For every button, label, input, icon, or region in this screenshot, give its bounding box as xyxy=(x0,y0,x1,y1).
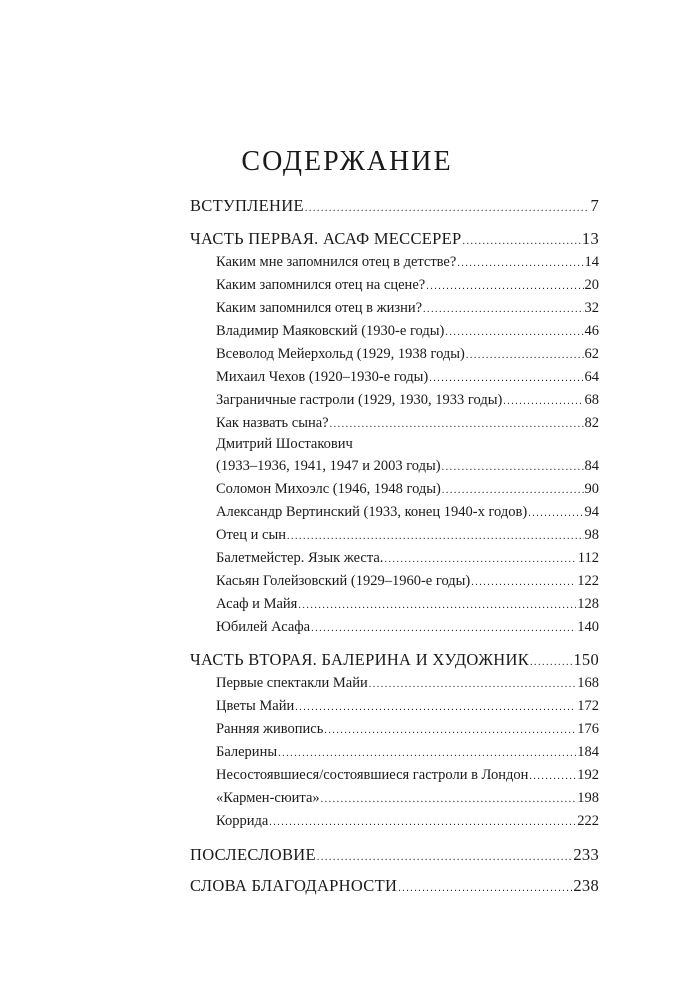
toc-entry[interactable] xyxy=(190,196,599,220)
toc-entry-title: Балетмейстер. Язык жеста. xyxy=(216,550,384,566)
toc-entry[interactable] xyxy=(216,300,599,322)
toc-page-number: 150 xyxy=(573,650,599,669)
toc-page-number: 233 xyxy=(573,845,599,864)
toc-entry-title: Коррида xyxy=(216,813,269,829)
toc-entry[interactable] xyxy=(216,813,599,835)
toc-entry[interactable] xyxy=(190,650,599,674)
toc-page-number: 238 xyxy=(573,876,599,895)
toc-page-number: 84 xyxy=(584,458,599,474)
toc-leader xyxy=(503,396,583,407)
toc-entry[interactable] xyxy=(216,767,599,789)
toc-entry[interactable] xyxy=(190,845,599,869)
toc-entry[interactable] xyxy=(216,346,599,368)
toc-leader xyxy=(269,817,576,828)
toc-entry-title: Каким мне запомнился отец в детстве? xyxy=(216,254,457,270)
toc-page-number: 90 xyxy=(584,481,599,497)
toc-leader xyxy=(530,657,572,668)
toc-entry[interactable] xyxy=(216,458,599,480)
toc-entry[interactable] xyxy=(216,550,599,572)
toc-entry-title-line: Дмитрий Шостакович xyxy=(216,436,353,452)
toc-page-number: 168 xyxy=(577,675,599,691)
toc-leader xyxy=(423,304,583,315)
toc-leader xyxy=(429,373,583,384)
toc-leader xyxy=(442,462,584,473)
toc-entry-title: Касьян Голейзовский (1929–1960-е годы) xyxy=(216,573,471,589)
toc-page-number: 46 xyxy=(584,323,599,339)
toc-entry[interactable] xyxy=(216,254,599,276)
toc-entry-title: Цветы Майи xyxy=(216,698,295,714)
toc-page-number: 32 xyxy=(584,300,599,316)
page-title: СОДЕРЖАНИЕ xyxy=(241,146,453,177)
toc-leader xyxy=(457,258,583,269)
toc-entry-title: Асаф и Майя xyxy=(216,596,298,612)
toc-entry[interactable] xyxy=(190,229,599,253)
toc-leader xyxy=(278,748,576,759)
toc-leader xyxy=(471,577,576,588)
toc-entry[interactable] xyxy=(216,698,599,720)
toc-entry-title: «Кармен-сюита» xyxy=(216,790,320,806)
toc-page-number: 7 xyxy=(590,196,599,215)
toc-entry[interactable] xyxy=(216,504,599,526)
toc-page-number: 140 xyxy=(577,619,599,635)
toc-entry[interactable] xyxy=(216,527,599,549)
toc-page-number: 82 xyxy=(584,415,599,431)
toc-entry[interactable] xyxy=(216,675,599,697)
toc-entry-title: Ранняя живопись xyxy=(216,721,324,737)
toc-entry[interactable] xyxy=(216,619,599,641)
toc-leader xyxy=(287,531,584,542)
toc-entry-title: Александр Вертинский (1933, конец 1940-х годов) xyxy=(216,504,528,520)
toc-entry-title: ЧАСТЬ ВТОРАЯ. БАЛЕРИНА И ХУДОЖНИК xyxy=(190,650,530,669)
toc-page-number: 112 xyxy=(577,550,599,566)
toc-leader xyxy=(398,883,572,894)
toc-entry[interactable] xyxy=(216,596,599,618)
toc-leader xyxy=(442,485,584,496)
toc-page-number: 98 xyxy=(584,527,599,543)
toc-page-number: 192 xyxy=(577,767,599,783)
toc-leader xyxy=(324,725,576,736)
toc-leader xyxy=(426,281,583,292)
toc-page-number: 13 xyxy=(581,229,599,248)
toc-entry[interactable] xyxy=(216,323,599,345)
toc-leader xyxy=(529,771,576,782)
toc-entry-title: Заграничные гастроли (1929, 1930, 1933 годы) xyxy=(216,392,503,408)
toc-leader xyxy=(298,600,576,611)
toc-entry-title: Отец и сын xyxy=(216,527,286,543)
toc-leader xyxy=(445,327,583,338)
toc-entry[interactable] xyxy=(216,481,599,503)
toc-page-number: 176 xyxy=(577,721,599,737)
toc-entry-title: Всеволод Мейерхольд (1929, 1938 годы) xyxy=(216,346,465,362)
toc-leader xyxy=(317,852,572,863)
toc-leader xyxy=(466,350,584,361)
toc-leader xyxy=(528,508,583,519)
toc-page-number: 198 xyxy=(577,790,599,806)
toc-entry[interactable] xyxy=(216,721,599,743)
toc-entry-title: Несостоявшиеся/состоявшиеся гастроли в Лондон xyxy=(216,767,529,783)
toc-entry[interactable] xyxy=(216,392,599,414)
toc-entry[interactable] xyxy=(216,744,599,766)
toc-entry[interactable] xyxy=(216,790,599,812)
toc-page-number: 14 xyxy=(584,254,599,270)
toc-entry[interactable] xyxy=(216,573,599,595)
toc-page-number: 68 xyxy=(584,392,599,408)
toc-entry[interactable] xyxy=(216,415,599,437)
toc-leader xyxy=(295,702,576,713)
toc-entry-title: (1933–1936, 1941, 1947 и 2003 годы) xyxy=(216,458,441,474)
toc-page-number: 94 xyxy=(584,504,599,520)
toc-page-number: 184 xyxy=(577,744,599,760)
toc-page-number: 62 xyxy=(584,346,599,362)
toc-entry[interactable] xyxy=(216,369,599,391)
toc-leader xyxy=(463,236,581,247)
toc-leader xyxy=(305,203,590,214)
toc-entry-title: Юбилей Асафа xyxy=(216,619,311,635)
toc-leader xyxy=(384,554,576,565)
toc-page-number: 172 xyxy=(577,698,599,714)
toc-page-number: 128 xyxy=(577,596,599,612)
toc-entry-title: ВСТУПЛЕНИЕ xyxy=(190,196,304,215)
toc-page-number: 64 xyxy=(584,369,599,385)
toc-entry-title: СЛОВА БЛАГОДАРНОСТИ xyxy=(190,876,398,895)
toc-entry[interactable] xyxy=(190,876,599,900)
toc-leader xyxy=(369,679,576,690)
toc-entry-title: ЧАСТЬ ПЕРВАЯ. АСАФ МЕССЕРЕР xyxy=(190,229,462,248)
toc-entry-title: Балерины xyxy=(216,744,278,760)
toc-entry-title: Владимир Маяковский (1930-е годы) xyxy=(216,323,445,339)
toc-entry-title: Каким запомнился отец на сцене? xyxy=(216,277,426,293)
toc-entry-title: Соломон Михоэлс (1946, 1948 годы) xyxy=(216,481,441,497)
toc-leader xyxy=(311,623,576,634)
toc-page-number: 222 xyxy=(577,813,599,829)
toc-entry[interactable] xyxy=(216,277,599,299)
toc-entry-title: Первые спектакли Майи xyxy=(216,675,368,691)
toc-page-number: 20 xyxy=(584,277,599,293)
toc-leader xyxy=(330,419,584,430)
toc-entry-title: Каким запомнился отец в жизни? xyxy=(216,300,423,316)
toc-entry-title: Михаил Чехов (1920–1930-е годы) xyxy=(216,369,429,385)
toc-entry-title: ПОСЛЕСЛОВИЕ xyxy=(190,845,316,864)
toc-page-number: 122 xyxy=(577,573,599,589)
toc-entry-title: Как назвать сына? xyxy=(216,415,329,431)
toc-leader xyxy=(321,794,577,805)
